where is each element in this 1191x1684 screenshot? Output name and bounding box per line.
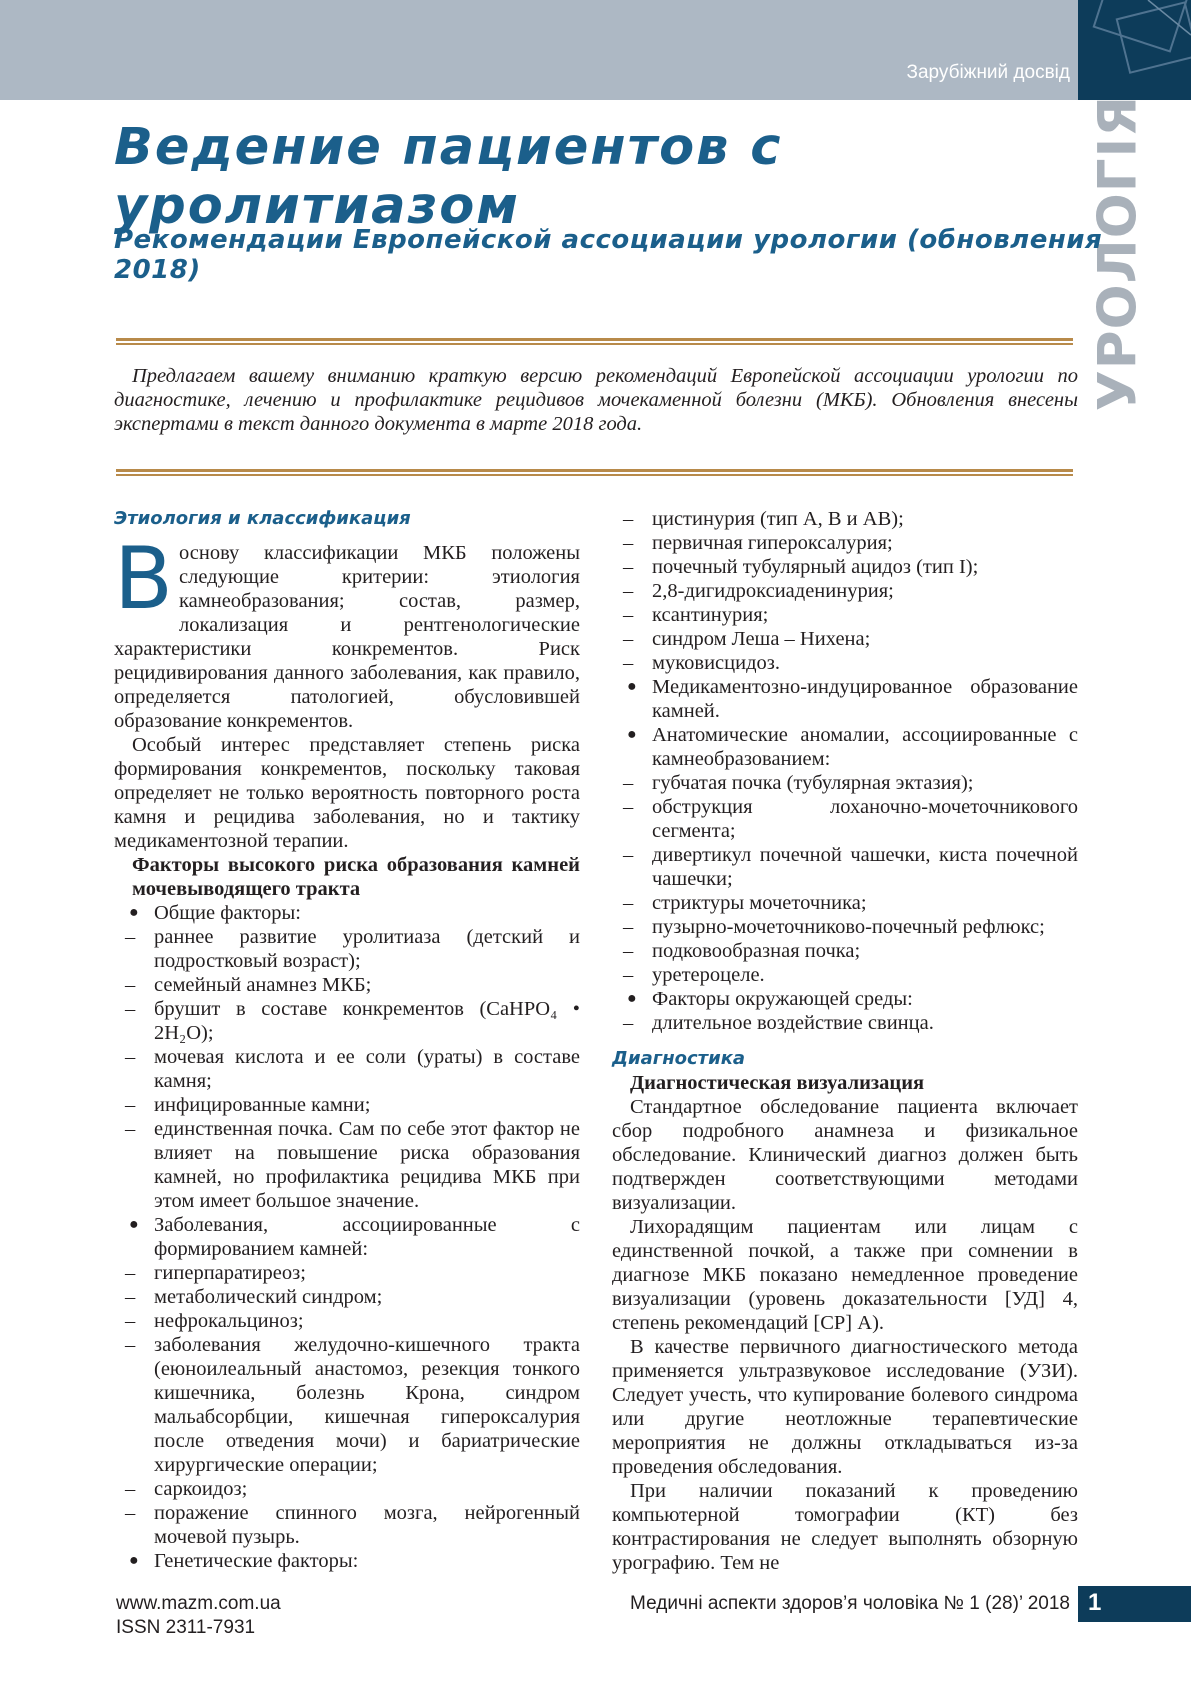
subheading: Факторы высокого риска образования камней мочевыводящего тракта — [132, 854, 580, 900]
left-column — [114, 507, 580, 1573]
dash-icon: – — [623, 844, 634, 866]
dash-icon: – — [623, 508, 634, 530]
list-item: – саркоидоз; — [125, 1478, 248, 1500]
dash-icon: – — [623, 892, 634, 914]
dash-icon: – — [623, 796, 634, 818]
list-item: – 2,8-дигидроксиаденинурия; — [623, 580, 894, 602]
list-item: – подковообразная почка; — [623, 940, 861, 962]
list-item: – ксантинурия; — [623, 604, 769, 626]
dash-icon: – — [623, 916, 634, 938]
dash-icon: – — [125, 1286, 136, 1308]
dash-icon: – — [125, 1310, 136, 1332]
list-item: – длительное воздействие свинца. — [623, 1012, 934, 1034]
list-item: ● Общие факторы: — [129, 902, 301, 924]
page-number: 1 — [1088, 1589, 1102, 1616]
list-item: ● Медикаментозно-индуцированное образование камней. — [627, 676, 1078, 722]
section-heading: Этиология и классификация — [114, 508, 411, 529]
list-item: ● Заболевания, ассоциированные с формированием камней: — [129, 1214, 580, 1260]
list-item: – пузырно-мочеточниково-почечный рефлюкс; — [623, 916, 1045, 938]
list-item: – стриктуры мочеточника; — [623, 892, 867, 914]
dash-icon: – — [125, 926, 136, 948]
dash-icon: – — [125, 1094, 136, 1116]
bullet-icon: ● — [129, 1552, 139, 1569]
issn: ISSN 2311-7931 — [116, 1617, 256, 1638]
bullet-icon: ● — [129, 1216, 139, 1233]
dash-icon: – — [125, 1046, 136, 1068]
journal-name: Медичні аспекти здоров’я чоловіка № 1 (28)’ 2018 — [630, 1593, 1070, 1614]
list-item: ● Анатомические аномалии, ассоциированные с камнеобразованием: — [627, 724, 1078, 770]
website-link[interactable]: www.mazm.com.ua — [116, 1593, 281, 1614]
divider-top — [116, 338, 1073, 345]
dash-icon: – — [623, 532, 634, 554]
dash-icon: – — [125, 974, 136, 996]
section-heading: Диагностика — [612, 1048, 746, 1069]
list-item: – первичная гипероксалурия; — [623, 532, 893, 554]
divider-bottom — [116, 469, 1073, 476]
list-item: – гиперпаратиреоз; — [125, 1262, 306, 1284]
list-item: – мочевая кислота и ее соли (ураты) в составе камня; — [125, 1046, 580, 1092]
corner-decoration — [1078, 0, 1191, 100]
bullet-icon: ● — [627, 726, 637, 743]
list-item: – брушит в составе конкрементов (CaHPO₄ • 2H₂O); — [125, 998, 580, 1044]
list-item: – дивертикул почечной чашечки, киста почечной чашечки; — [623, 844, 1078, 890]
list-item: – губчатая почка (тубулярная эктазия); — [623, 772, 974, 794]
dash-icon: – — [125, 1118, 136, 1140]
dash-icon: – — [125, 1334, 136, 1356]
list-item: – метаболический синдром; — [125, 1286, 383, 1308]
article-intro: Предлагаем вашему вниманию краткую версию рекомендаций Европейской ассоциации урологии по диагностике, лечению и профилактике рецидивов мочекаменной болезни (МКБ). Обновления внесены экспертами в текст данного документа в марте 2018 года. — [114, 365, 1078, 435]
dash-icon: – — [623, 556, 634, 578]
paragraph: При наличии показаний к проведению компьютерной томографии (КТ) без контрастирования не следует выполнять обзорную урографию. Тем не — [612, 1480, 1078, 1574]
bullet-icon: ● — [129, 904, 139, 921]
list-item: – поражение спинного мозга, нейрогенный мочевой пузырь. — [125, 1502, 580, 1548]
dash-icon: – — [623, 604, 634, 626]
bullet-icon: ● — [627, 990, 637, 1007]
list-item: – синдром Леша – Нихена; — [623, 628, 871, 650]
dash-icon: – — [125, 1478, 136, 1500]
footer-left — [116, 1592, 281, 1640]
drop-cap: В — [114, 529, 173, 629]
list-item: – нефрокальциноз; — [125, 1310, 304, 1332]
article-subtitle: Рекомендации Европейской ассоциации урологии (обновления 2018) — [114, 225, 1103, 285]
dash-icon: – — [125, 1262, 136, 1284]
dash-icon: – — [623, 580, 634, 602]
dash-icon: – — [125, 1502, 136, 1524]
subheading: Диагностическая визуализация — [630, 1072, 925, 1094]
list-item: – муковисцидоз. — [623, 652, 780, 674]
article-title: Ведение пациентов с уролитиазом — [114, 118, 783, 236]
paragraph: Стандартное обследование пациента включает сбор подробного анамнеза и физикальное обследование. Клинический диагноз должен быть подтвержден соответствующими методами визуализации. — [612, 1096, 1078, 1214]
list-item: – семейный анамнез МКБ; — [125, 974, 372, 996]
list-item: ● Факторы окружающей среды: — [627, 988, 913, 1010]
list-item: – обструкция лоханочно-мочеточникового сегмента; — [623, 796, 1078, 842]
dash-icon: – — [623, 1012, 634, 1034]
list-item: – раннее развитие уролитиаза (детский и подростковый возраст); — [125, 926, 580, 972]
bullet-icon: ● — [627, 678, 637, 695]
list-item: – цистинурия (тип А, В и АВ); — [623, 508, 904, 530]
dash-icon: – — [623, 940, 634, 962]
list-item: – инфицированные камни; — [125, 1094, 371, 1116]
dash-icon: – — [623, 964, 634, 986]
paragraph: Особый интерес представляет степень риска формирования конкрементов, поскольку таковая определяет не только вероятность повторного роста камня и рецидива заболевания, но и тактику медикаментозной терапии. — [114, 734, 580, 852]
list-item: – уретероцеле. — [623, 964, 765, 986]
paragraph: В основу классификации МКБ положены следующие критерии: этиология камнеобразования; состав, размер, локализация и рентгенологические характеристики конкрементов. Риск рецидивирования данного заболевания, как правило, определяется патологией, обусловившей образование конкрементов. — [114, 529, 580, 732]
dash-icon: – — [623, 652, 634, 674]
list-item: – единственная почка. Сам по себе этот фактор не влияет на повышение риска образования камней, но профилактика рецидива МКБ при этом имеет большое значение. — [125, 1118, 580, 1212]
list-item: ● Генетические факторы: — [129, 1550, 359, 1572]
paragraph: В качестве первичного диагностического метода применяется ультразвуковое исследование (УЗИ). Следует учесть, что купирование болевого синдрома или другие неотложные терапевтические мероприятия не должны откладываться из-за проведения обследования. — [612, 1336, 1078, 1478]
section-label: Зарубіжний досвід — [906, 62, 1070, 83]
dash-icon: – — [623, 772, 634, 794]
list-item: – почечный тубулярный ацидоз (тип I); — [623, 556, 979, 578]
dash-icon: – — [125, 998, 136, 1020]
list-item: – заболевания желудочно-кишечного тракта (еюноилеальный анастомоз, резекция тонкого кишечника, болезнь Крона, синдром мальабсорбции, кишечная гипероксалурия после отведения мочи) и бариатрические хирургические операции; — [125, 1334, 580, 1476]
right-column — [612, 507, 1078, 1575]
dash-icon: – — [623, 628, 634, 650]
header-bar — [0, 0, 1078, 100]
paragraph: Лихорадящим пациентам или лицам с единственной почкой, а также при сомнении в диагнозе МКБ показано немедленное проведение визуализации (уровень доказательности [УД] 4, степень рекомендаций [СР] А). — [612, 1216, 1078, 1334]
side-category-label: УРОЛОГІЯ — [1087, 94, 1149, 412]
